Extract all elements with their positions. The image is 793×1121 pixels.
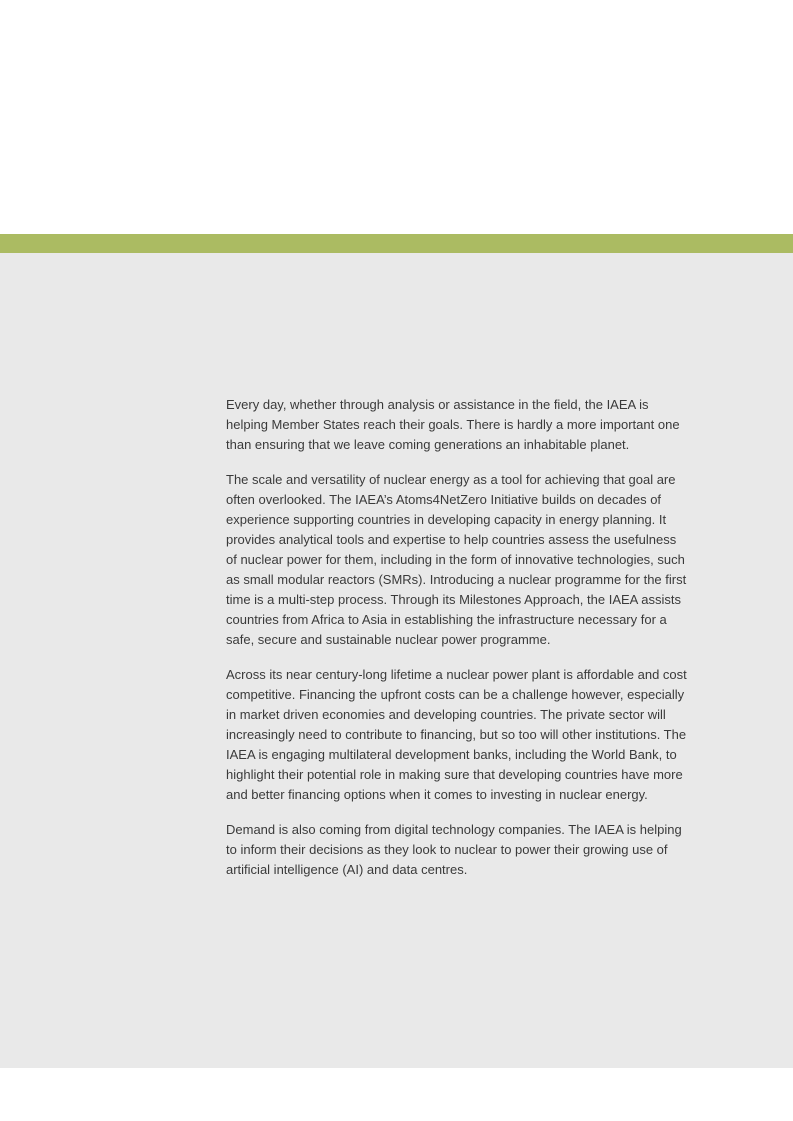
paragraph-3: Across its near century-long lifetime a nuclear power plant is affordable and cost competitive. Financing the upfront costs can be a challenge however, especially in market driven economies and developing countries. The private sector will increasingly need to contribute to financing, but so too will other institutions. The IAEA is engaging multilateral development banks, including the World Bank, to highlight their potential role in making sure that developing countries have more and better financing options when it comes to investing in nuclear energy. [226,667,687,802]
accent-bar [0,234,793,253]
text-column [226,395,688,895]
paragraph-2: The scale and versatility of nuclear energy as a tool for achieving that goal are often overlooked. The IAEA’s Atoms4NetZero Initiative builds on decades of experience supporting countries in developing capacity in energy planning. It provides analytical tools and expertise to help countries assess the usefulness of nuclear power for them, including in the form of innovative technologies, such as small modular reactors (SMRs). Introducing a nuclear programme for the first time is a multi-step process. Through its Milestones Approach, the IAEA assists countries from Africa to Asia in establishing the infrastructure necessary for a safe, secure and sustainable nuclear power programme. [226,472,687,647]
paragraph-4: Demand is also coming from digital technology companies. The IAEA is helping to inform their decisions as they look to nuclear to power their growing use of artificial intelligence (AI) and data centres. [226,822,682,877]
paragraph-1: Every day, whether through analysis or assistance in the field, the IAEA is helping Member States reach their goals. There is hardly a more important one than ensuring that we leave coming generations an inhabitable planet. [226,397,680,452]
